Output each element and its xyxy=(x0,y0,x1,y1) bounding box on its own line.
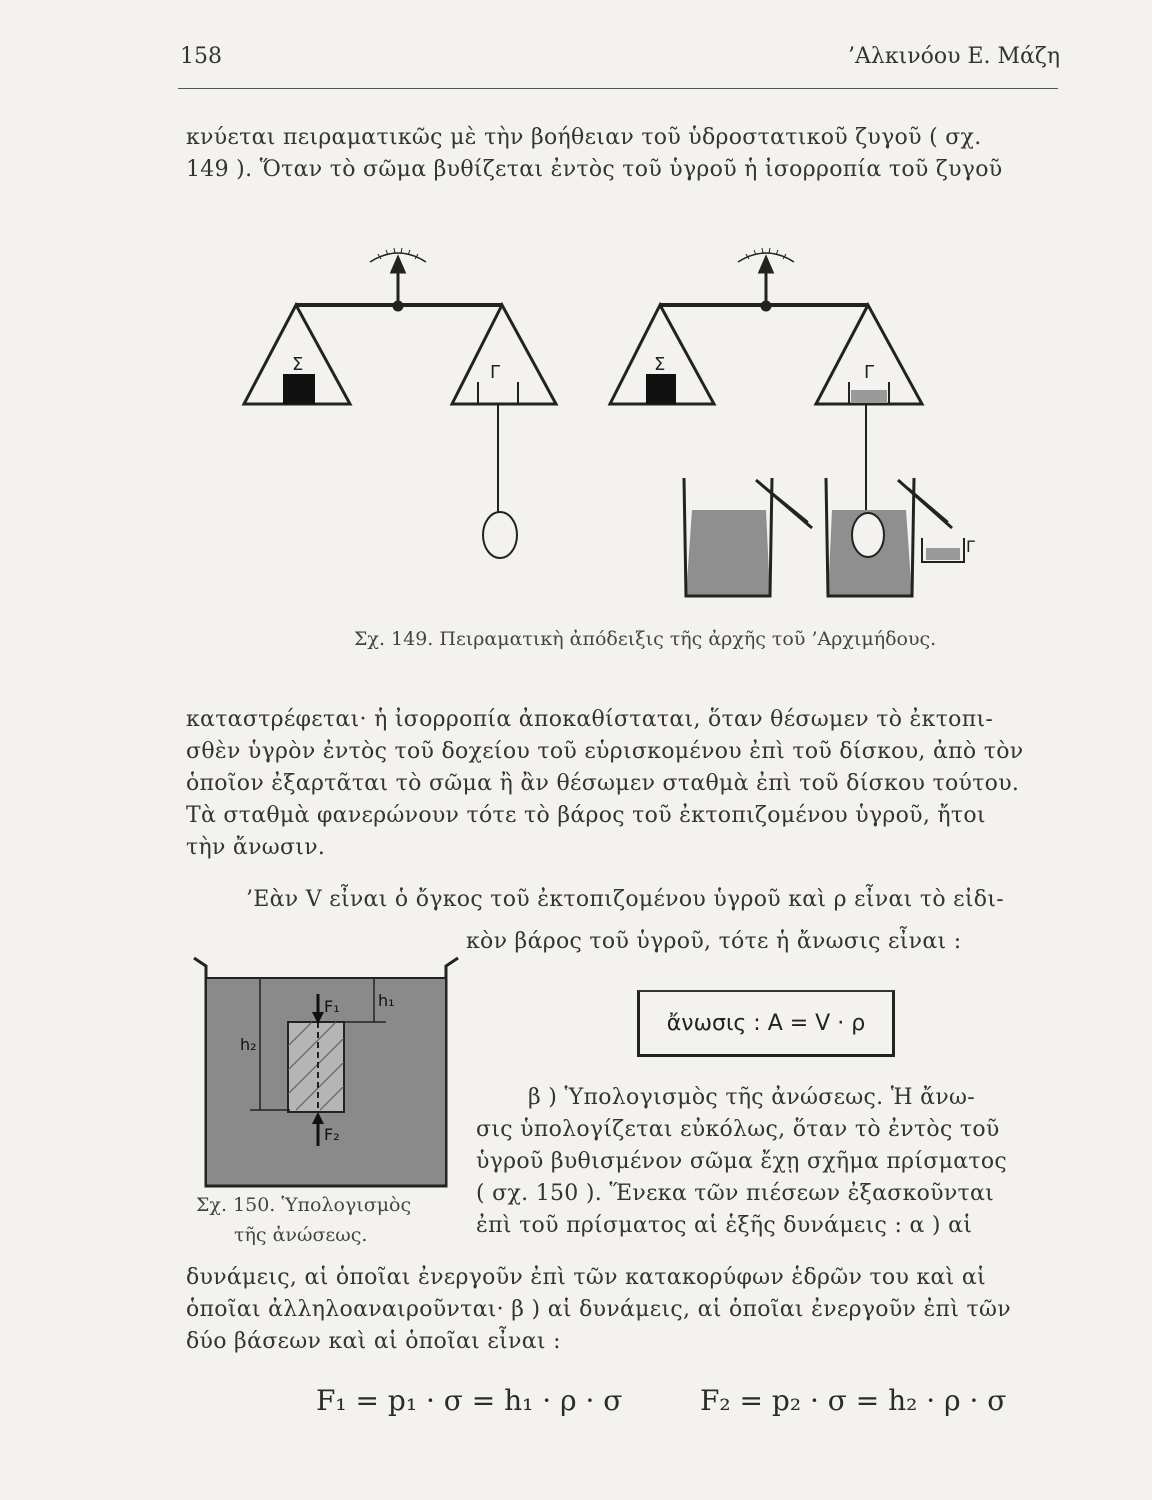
label-h1: h₁ xyxy=(378,991,395,1010)
figure-150-caption-line1: Σχ. 150. Ὑπολογισμὸς xyxy=(196,1194,412,1216)
running-title: ’Αλκινόου Ε. Μάζη xyxy=(848,44,1060,69)
paragraph-2 xyxy=(186,704,1054,864)
equation-f1: F₁ = p₁ · σ = h₁ · ρ · σ xyxy=(316,1384,623,1417)
page-number: 158 xyxy=(180,44,222,69)
label-f2: F₂ xyxy=(324,1125,340,1144)
text-line: Τὰ σταθμὰ φανερώνουν τότε τὸ βάρος τοῦ ἐκτοπιζομένου ὑγροῦ, ἤτοι xyxy=(186,803,986,828)
text-line: β ) Ὑπολογισμὸς τῆς ἀνώσεως. Ἡ ἄνω- xyxy=(528,1085,975,1110)
text-line: δυνάμεις, αἱ ὁποῖαι ἐνεργοῦν ἐπὶ τῶν κατακορύφων ἑδρῶν του καὶ αἱ xyxy=(186,1265,986,1290)
text-line: ’Εὰν V εἶναι ὁ ὄγκος τοῦ ἐκτοπιζομένου ὑγροῦ καὶ ρ εἶναι τὸ εἰδι- xyxy=(246,887,1004,912)
text-line: τὴν ἄνωσιν. xyxy=(186,835,326,860)
text-line: κνύεται πειραματικῶς μὲ τὴν βοήθειαν τοῦ ὑδροστατικοῦ ζυγοῦ ( σχ. xyxy=(186,125,982,150)
text-line: ( σχ. 150 ). Ἕνεκα τῶν πιέσεων ἐξασκοῦνται xyxy=(476,1181,995,1206)
paragraph-3-line2 xyxy=(466,926,1054,958)
text-line: σις ὑπολογίζεται εὐκόλως, ὅταν τὸ ἐντὸς τοῦ xyxy=(476,1117,1000,1142)
paragraph-4 xyxy=(476,1082,1054,1242)
text-line: ὑγροῦ βυθισμένον σῶμα ἔχῃ σχῆμα πρίσματος xyxy=(476,1149,1008,1174)
svg-text:Σ: Σ xyxy=(292,354,304,375)
text-line: ὁποῖαι ἀλληλοαναιροῦνται· β ) αἱ δυνάμεις, αἱ ὁποῖαι ἐνεργοῦν ἐπὶ τῶν xyxy=(186,1297,1011,1322)
equation-f2: F₂ = p₂ · σ = h₂ · ρ · σ xyxy=(700,1384,1007,1417)
svg-text:Γ: Γ xyxy=(490,362,501,383)
text-line: σθὲν ὑγρὸν ἐντὸς τοῦ δοχείου τοῦ εὑρισκομένου ἐπὶ τοῦ δίσκου, ἀπὸ τὸν xyxy=(186,739,1024,764)
text-line: καταστρέφεται· ἡ ἰσορροπία ἀποκαθίσταται, ὅταν θέσωμεν τὸ ἐκτοπι- xyxy=(186,707,994,732)
svg-text:Σ: Σ xyxy=(654,354,666,375)
text-line: 149 ). Ὅταν τὸ σῶμα βυθίζεται ἐντὸς τοῦ ὑγροῦ ἡ ἰσορροπία τοῦ ζυγοῦ xyxy=(186,157,1003,182)
text-line: κὸν βάρος τοῦ ὑγροῦ, τότε ἡ ἄνωσις εἶναι : xyxy=(466,929,962,954)
text-line: ὁποῖον ἐξαρτᾶται τὸ σῶμα ἢ ἂν θέσωμεν σταθμὰ ἐπὶ τοῦ δίσκου τούτου. xyxy=(186,771,1020,796)
buoyancy-formula-box: ἄνωσις : A = V · ρ xyxy=(637,990,895,1057)
svg-text:Γ: Γ xyxy=(966,537,975,556)
paragraph-5 xyxy=(186,1262,1054,1358)
svg-text:Γ: Γ xyxy=(864,362,875,383)
figure-150-caption-line2: τῆς ἀνώσεως. xyxy=(234,1224,368,1246)
text-line: δύο βάσεων καὶ αἱ ὁποῖαι εἶναι : xyxy=(186,1329,561,1354)
paragraph-3-line1 xyxy=(246,884,1054,916)
label-h2: h₂ xyxy=(240,1035,257,1054)
figure-149-caption: Σχ. 149. Πειραματικὴ ἀπόδειξις τῆς ἀρχῆς τοῦ ’Αρχιμήδους. xyxy=(354,628,937,650)
label-f1: F₁ xyxy=(324,997,340,1016)
text-line: ἐπὶ τοῦ πρίσματος αἱ ἑξῆς δυνάμεις : α ) αἱ xyxy=(476,1213,973,1238)
figure-150-prism-buoyancy xyxy=(190,950,470,1200)
